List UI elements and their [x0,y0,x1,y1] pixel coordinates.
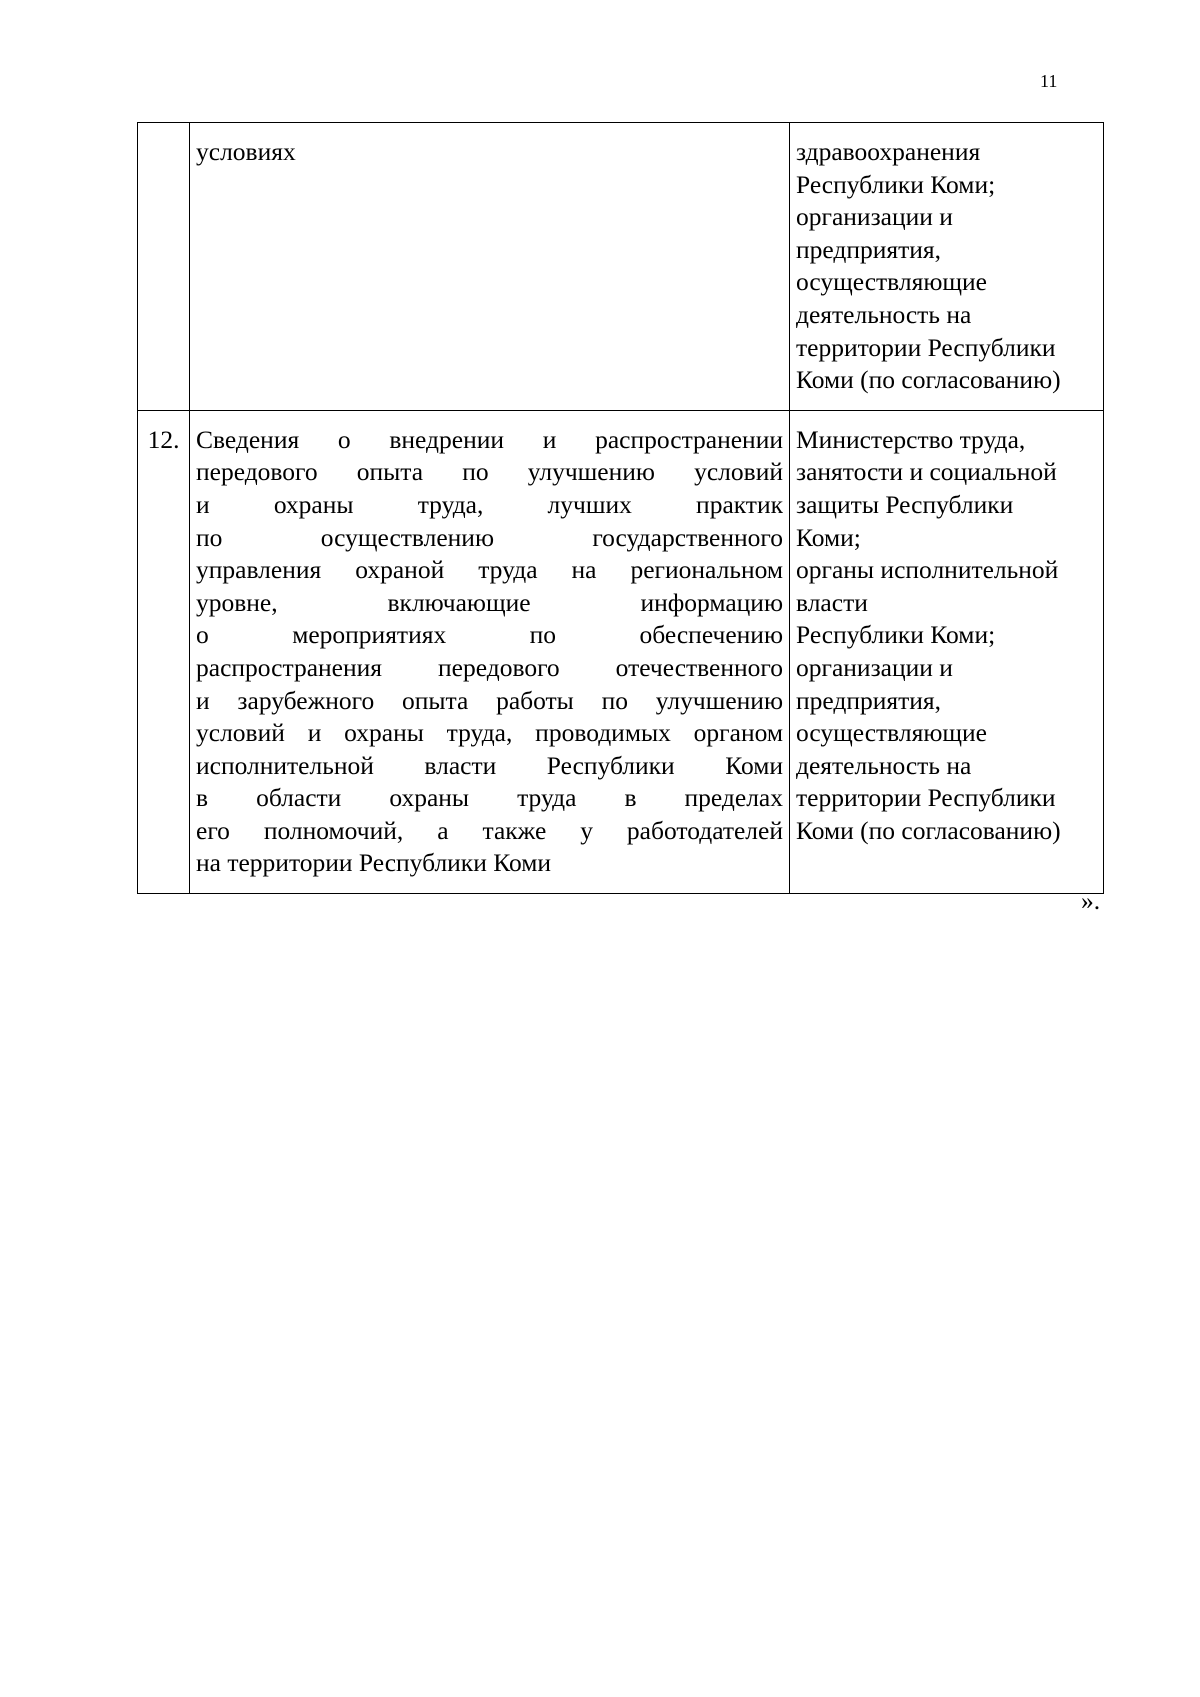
description-line: в области охраны труда в пределах [196,783,783,813]
table-body [138,123,1104,894]
table-row [138,123,1104,411]
description-line: условиях [196,137,296,166]
page-number: 11 [1040,71,1058,91]
description-line: уровне, включающие информацию [196,587,783,617]
description-line: на территории Республики Коми [196,848,552,878]
description-line: передового опыта по улучшению условий [196,457,783,487]
description-line: управления охраной труда на региональном [196,555,783,585]
description-line: Сведения о внедрении и распространении [196,424,783,454]
description-line: и охраны труда, лучших практик [196,489,783,519]
measures-table [137,122,1104,894]
row-number-cell: 12. [138,410,190,893]
description-line: по осуществлению государственного [196,522,783,552]
description-cell [190,123,790,411]
responsible-cell: здравоохранения Республики Коми; организации и предприятия, осуществляющие деятельность на территории Республики Коми (по согласованию) [790,123,1104,411]
description-line: его полномочий, а также у работодателей [196,815,783,845]
description-line: распространения передового отечественного [196,652,783,682]
closing-quote-mark: ». [1081,886,1101,915]
table-row [138,410,1104,893]
description-line: исполнительной власти Республики Коми [196,750,783,780]
description-line: о мероприятиях по обеспечению [196,620,783,650]
responsible-cell: Министерство труда, занятости и социальной защиты Республики Коми; органы исполнительной власти Республики Коми; организации и предприятия, осуществляющие деятельность на территории Республики Коми (по согласованию) [790,410,1104,893]
row-number-cell [138,123,190,411]
description-line: условий и охраны труда, проводимых органом [196,718,783,748]
description-cell [190,410,790,893]
description-line: и зарубежного опыта работы по улучшению [196,685,783,715]
